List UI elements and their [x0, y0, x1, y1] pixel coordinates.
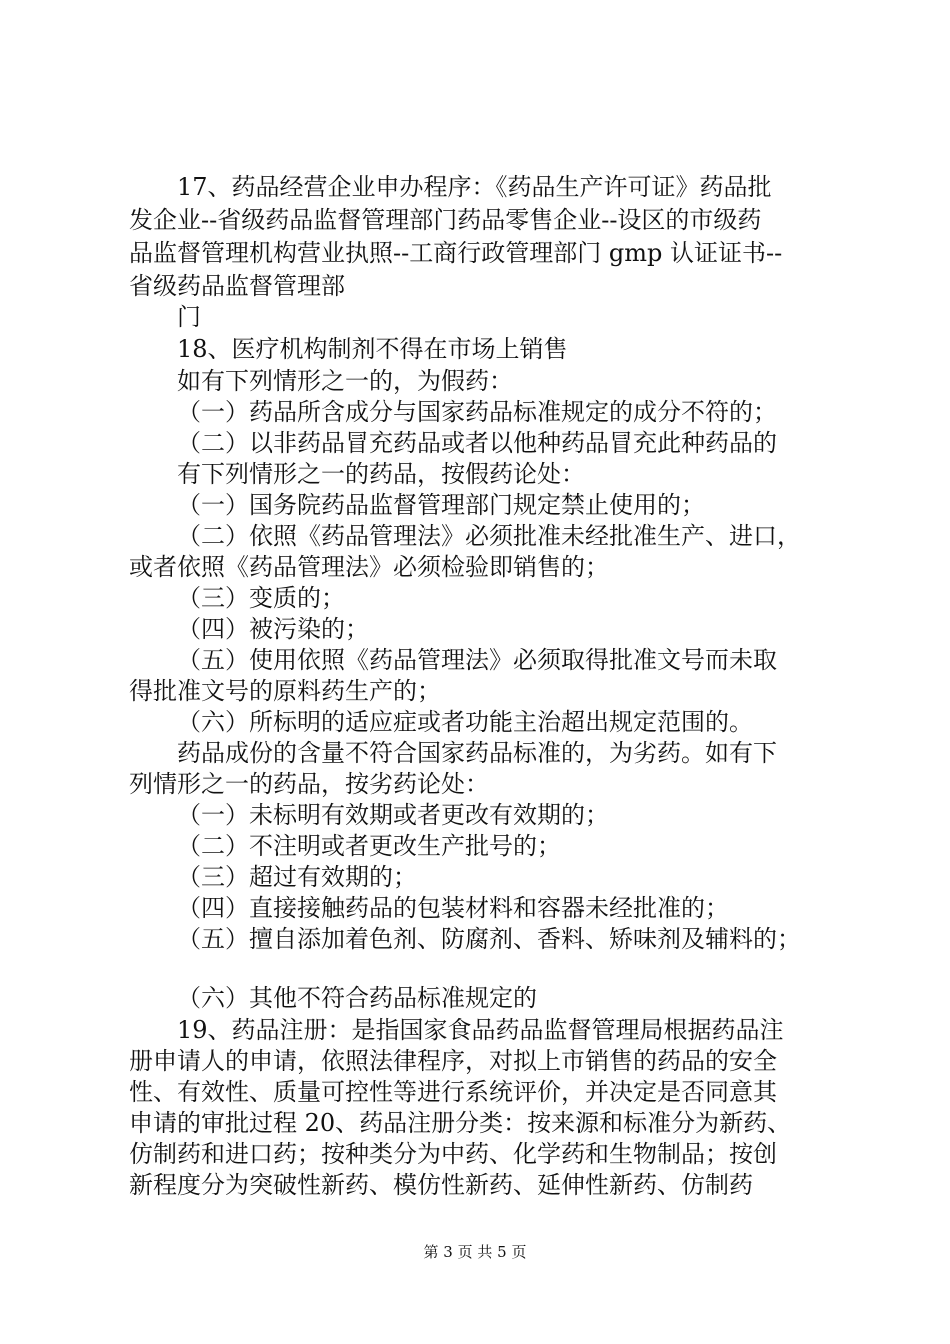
text-line: 册申请人的申请，依照法律程序，对拟上市销售的药品的安全: [129, 1047, 777, 1075]
text-line: 有下列情形之一的药品，按假药论处：: [177, 460, 585, 488]
text-line: 列情形之一的药品，按劣药论处：: [129, 770, 489, 798]
text-line: （五）使用依照《药品管理法》必须取得批准文号而未取: [177, 646, 777, 674]
text-line: 19、药品注册：是指国家食品药品监督管理局根据药品注: [177, 1016, 784, 1044]
text-line: 省级药品监督管理部: [129, 272, 345, 300]
text-line: （三）变质的；: [177, 584, 345, 612]
text-line: 门: [177, 303, 201, 331]
text-line: （六）所标明的适应症或者功能主治超出规定范围的。: [177, 708, 753, 736]
page-number-footer: 第 3 页 共 5 页: [423, 1243, 527, 1261]
text-line: 申请的审批过程 20、药品注册分类：按来源和标准分为新药、: [129, 1109, 792, 1137]
text-line: 品监督管理机构营业执照--工商行政管理部门 gmp 认证证书--: [129, 239, 783, 267]
text-line: 得批准文号的原料药生产的；: [129, 677, 441, 705]
text-line: 新程度分为突破性新药、模仿性新药、延伸性新药、仿制药: [129, 1171, 753, 1199]
text-line: （四）被污染的；: [177, 615, 369, 643]
text-line: 性、有效性、质量可控性等进行系统评价，并决定是否同意其: [129, 1078, 777, 1106]
text-line: （一）药品所含成分与国家药品标准规定的成分不符的；: [177, 398, 777, 426]
text-line: 如有下列情形之一的，为假药：: [177, 367, 513, 395]
text-line: （一）未标明有效期或者更改有效期的；: [177, 801, 609, 829]
text-line: 17、药品经营企业申办程序：《药品生产许可证》药品批: [177, 173, 772, 201]
text-line: （二）不注明或者更改生产批号的；: [177, 832, 561, 860]
text-line: 18、医疗机构制剂不得在市场上销售: [177, 335, 568, 363]
text-line: 药品成份的含量不符合国家药品标准的，为劣药。如有下: [177, 739, 777, 767]
text-line: （五）擅自添加着色剂、防腐剂、香料、矫味剂及辅料的；: [177, 925, 801, 953]
text-line: （一）国务院药品监督管理部门规定禁止使用的；: [177, 491, 705, 519]
text-line: 或者依照《药品管理法》必须检验即销售的；: [129, 553, 609, 581]
text-line: （二）依照《药品管理法》必须批准未经批准生产、进口，: [177, 522, 801, 550]
text-line: 发企业--省级药品监督管理部门药品零售企业--设区的市级药: [129, 206, 762, 234]
text-line: （二）以非药品冒充药品或者以他种药品冒充此种药品的: [177, 429, 777, 457]
text-line: （三）超过有效期的；: [177, 863, 417, 891]
text-line: （四）直接接触药品的包装材料和容器未经批准的；: [177, 894, 729, 922]
text-line: 仿制药和进口药；按种类分为中药、化学药和生物制品；按创: [129, 1140, 777, 1168]
text-line: （六）其他不符合药品标准规定的: [177, 984, 537, 1012]
